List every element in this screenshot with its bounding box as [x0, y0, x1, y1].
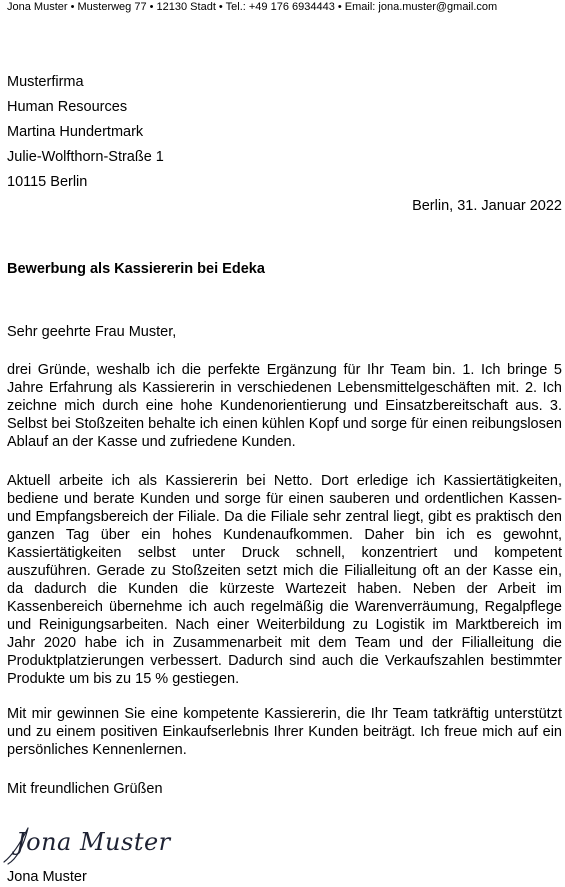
signature-handwriting: Jona Muster [16, 828, 171, 856]
letter-salutation: Sehr geehrte Frau Muster, [7, 324, 177, 340]
recipient-city: 10115 Berlin [7, 174, 88, 190]
letter-date: Berlin, 31. Januar 2022 [412, 198, 562, 214]
sender-contact-line: Jona Muster • Musterweg 77 • 12130 Stadt • Tel.: +49 176 6934443 • Email: jona.muster@gmail.com [7, 1, 498, 13]
recipient-company: Musterfirma [7, 74, 84, 90]
body-paragraph-1: drei Gründe, weshalb ich die perfekte Ergänzung für Ihr Team bin. 1. Ich bringe 5 Jahre Erfahrung als Kassiererin in verschiedenen Lebensmittelgeschäften mit. 2. Ich zeichne mich durch eine hohe Kundenorientierung und Einsatzbereitschaft aus. 3. Selbst bei Stoßzeiten behalte ich einen kühlen Kopf und sorge für einen reibungslosen Ablauf an der Kasse und zufriedene Kunden. [7, 362, 562, 450]
recipient-department: Human Resources [7, 99, 128, 115]
letter-closing: Mit freundlichen Grüßen [7, 781, 163, 797]
sender-name: Jona Muster [7, 869, 87, 885]
recipient-address-block [7, 70, 164, 195]
recipient-person: Martina Hundertmark [7, 124, 144, 140]
body-paragraph-2: Aktuell arbeite ich als Kassiererin bei Netto. Dort erledige ich Kassiertätigkeiten, bediene und berate Kunden und sorge für einen sauberen und ordentlichen Kassen- und Empfangsbereich der Filiale. Da die Filiale sehr zentral liegt, gibt es praktisch den ganzen Tag über ein hohes Kundenaufkommen. Daher bin ich es gewohnt, Kassiertätigkeiten selbst unter Druck schnell, konzentriert und kompetent auszuführen. Gerade zu Stoßzeiten setzt mich die Filialleitung oft an der Kasse ein, da dadurch die Kunden die kürzeste Wartezeit haben. Neben der Arbeit im Kassenbereich übernehme ich auch regelmäßig die Warenverräumung, Regalpflege und Reinigungsarbeiten. Nach einer Weiterbildung zu Logistik im Marktbereich im Jahr 2020 habe ich in Zusammenarbeit mit dem Team und der Filialleitung die Produktplatzierungen verbessert. Dadurch sind auch die Verkaufszahlen bestimmter Produkte um bis zu 15 % gestiegen. [7, 473, 562, 687]
letter-subject: Bewerbung als Kassiererin bei Edeka [7, 261, 265, 277]
recipient-street: Julie-Wolfthorn-Straße 1 [7, 149, 164, 165]
body-paragraph-3: Mit mir gewinnen Sie eine kompetente Kassiererin, die Ihr Team tatkräftig unterstützt und zu einem positiven Einkaufserlebnis Ihrer Kunden beiträgt. Ich freue mich auf ein persönliches Kennenlernen. [7, 706, 562, 758]
